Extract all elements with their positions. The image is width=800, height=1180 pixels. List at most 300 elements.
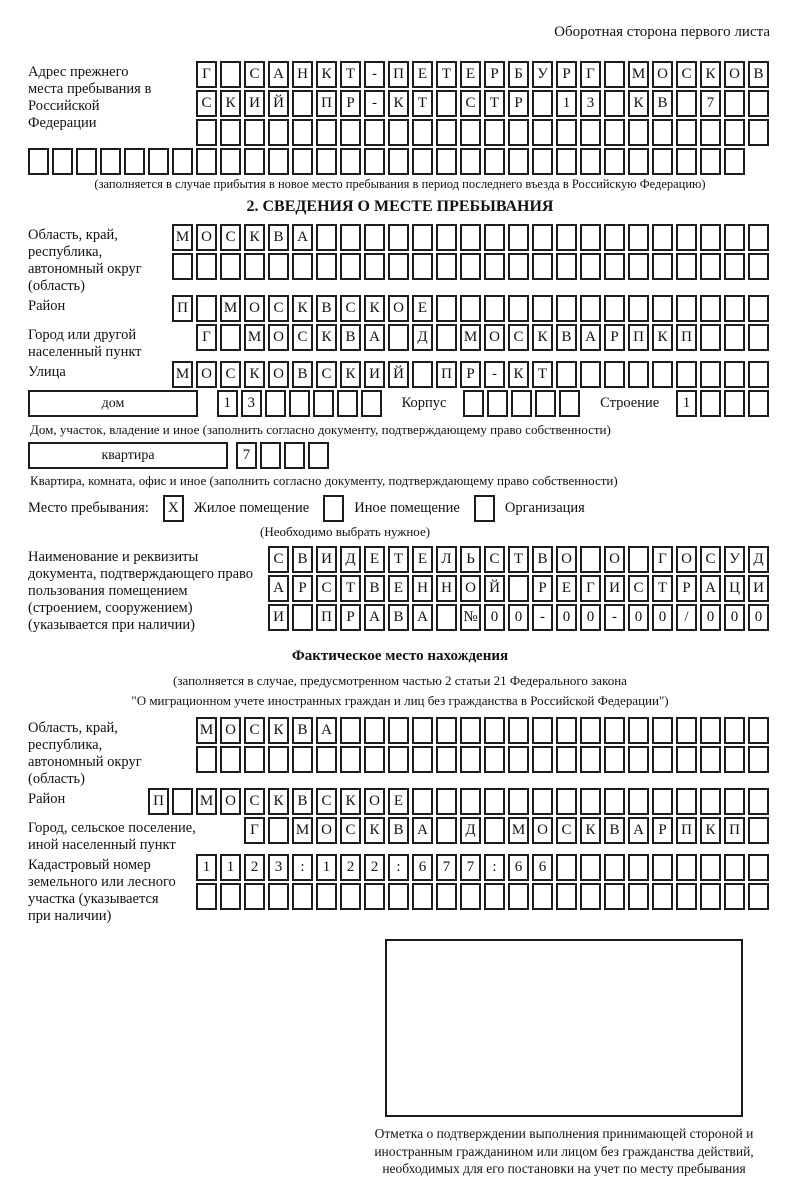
char-box[interactable]: 3	[241, 390, 262, 417]
char-box[interactable]: К	[388, 90, 409, 117]
char-box[interactable]: О	[268, 361, 289, 388]
char-box[interactable]	[340, 883, 361, 910]
s2-oblast-row-2[interactable]	[172, 253, 772, 280]
char-box[interactable]: Н	[292, 61, 313, 88]
char-box[interactable]: -	[484, 361, 505, 388]
char-box[interactable]: 0	[556, 604, 577, 631]
char-box[interactable]: 3	[580, 90, 601, 117]
char-box[interactable]	[316, 253, 337, 280]
char-box[interactable]: 3	[268, 854, 289, 881]
char-box[interactable]: Т	[484, 90, 505, 117]
char-box[interactable]: Е	[412, 546, 433, 573]
char-box[interactable]	[700, 119, 721, 146]
char-box[interactable]	[292, 746, 313, 773]
char-box[interactable]	[337, 390, 358, 417]
char-box[interactable]	[724, 295, 745, 322]
char-box[interactable]	[412, 224, 433, 251]
char-box[interactable]: :	[388, 854, 409, 881]
char-box[interactable]: С	[628, 575, 649, 602]
char-box[interactable]	[265, 390, 286, 417]
char-box[interactable]: О	[196, 361, 217, 388]
char-box[interactable]: В	[292, 546, 313, 573]
char-box[interactable]	[556, 788, 577, 815]
char-box[interactable]: С	[556, 817, 577, 844]
char-box[interactable]: С	[196, 90, 217, 117]
char-box[interactable]	[652, 253, 673, 280]
char-box[interactable]	[676, 883, 697, 910]
char-box[interactable]	[556, 854, 577, 881]
char-box[interactable]: -	[604, 604, 625, 631]
char-box[interactable]	[628, 717, 649, 744]
char-box[interactable]	[364, 253, 385, 280]
s2-oblast-row-1[interactable]	[172, 224, 772, 251]
char-box[interactable]: С	[508, 324, 529, 351]
char-box[interactable]	[748, 361, 769, 388]
char-box[interactable]	[580, 148, 601, 175]
char-box[interactable]	[244, 119, 265, 146]
char-box[interactable]	[220, 253, 241, 280]
char-box[interactable]	[700, 390, 721, 417]
char-box[interactable]: Й	[484, 575, 505, 602]
char-box[interactable]	[196, 883, 217, 910]
char-box[interactable]: Г	[652, 546, 673, 573]
char-box[interactable]	[220, 148, 241, 175]
char-box[interactable]	[532, 788, 553, 815]
char-box[interactable]	[628, 788, 649, 815]
char-box[interactable]	[676, 746, 697, 773]
char-box[interactable]	[604, 361, 625, 388]
char-box[interactable]: О	[196, 224, 217, 251]
char-box[interactable]: С	[292, 324, 313, 351]
char-box[interactable]	[508, 746, 529, 773]
char-box[interactable]	[556, 148, 577, 175]
char-box[interactable]: 0	[628, 604, 649, 631]
char-box[interactable]: А	[316, 717, 337, 744]
char-box[interactable]: Г	[580, 61, 601, 88]
char-box[interactable]: П	[388, 61, 409, 88]
char-box[interactable]	[196, 295, 217, 322]
char-box[interactable]	[412, 883, 433, 910]
char-box[interactable]	[652, 148, 673, 175]
char-box[interactable]: В	[292, 717, 313, 744]
char-box[interactable]: К	[340, 361, 361, 388]
char-box[interactable]: Т	[412, 90, 433, 117]
prev-address-row-2[interactable]	[196, 90, 772, 117]
char-box[interactable]: М	[508, 817, 529, 844]
char-box[interactable]: Н	[436, 575, 457, 602]
char-box[interactable]	[652, 119, 673, 146]
char-box[interactable]	[700, 361, 721, 388]
char-box[interactable]: П	[628, 324, 649, 351]
char-box[interactable]	[340, 224, 361, 251]
char-box[interactable]	[316, 746, 337, 773]
char-box[interactable]	[748, 224, 769, 251]
char-box[interactable]	[460, 119, 481, 146]
char-box[interactable]	[484, 817, 505, 844]
char-box[interactable]	[148, 148, 169, 175]
char-box[interactable]: С	[220, 361, 241, 388]
char-box[interactable]: В	[316, 295, 337, 322]
char-box[interactable]	[604, 119, 625, 146]
char-box[interactable]	[412, 253, 433, 280]
char-box[interactable]: В	[388, 817, 409, 844]
char-box[interactable]: М	[244, 324, 265, 351]
char-box[interactable]	[508, 717, 529, 744]
char-box[interactable]	[436, 324, 457, 351]
char-box[interactable]: К	[628, 90, 649, 117]
char-box[interactable]	[436, 604, 457, 631]
char-box[interactable]: Е	[460, 61, 481, 88]
char-box[interactable]	[628, 148, 649, 175]
char-box[interactable]	[388, 883, 409, 910]
char-box[interactable]: Б	[508, 61, 529, 88]
char-box[interactable]: Т	[652, 575, 673, 602]
char-box[interactable]: Т	[508, 546, 529, 573]
char-box[interactable]	[436, 788, 457, 815]
char-box[interactable]	[364, 224, 385, 251]
char-box[interactable]: К	[364, 817, 385, 844]
char-box[interactable]: П	[316, 90, 337, 117]
char-box[interactable]: К	[340, 788, 361, 815]
char-box[interactable]: Р	[556, 61, 577, 88]
char-box[interactable]	[316, 883, 337, 910]
char-box[interactable]: Р	[340, 604, 361, 631]
char-box[interactable]	[244, 746, 265, 773]
char-box[interactable]	[580, 224, 601, 251]
char-box[interactable]	[700, 224, 721, 251]
char-box[interactable]	[460, 717, 481, 744]
char-box[interactable]: В	[268, 224, 289, 251]
char-box[interactable]	[724, 90, 745, 117]
char-box[interactable]: К	[652, 324, 673, 351]
char-box[interactable]: А	[628, 817, 649, 844]
char-box[interactable]	[508, 119, 529, 146]
char-box[interactable]	[196, 253, 217, 280]
char-box[interactable]	[244, 253, 265, 280]
dom-value-boxes[interactable]	[217, 390, 385, 417]
fact-oblast-row-1[interactable]	[196, 717, 772, 744]
char-box[interactable]: П	[676, 324, 697, 351]
char-box[interactable]: Р	[604, 324, 625, 351]
char-box[interactable]	[532, 119, 553, 146]
char-box[interactable]: С	[268, 295, 289, 322]
char-box[interactable]	[364, 883, 385, 910]
char-box[interactable]	[412, 119, 433, 146]
char-box[interactable]: В	[292, 361, 313, 388]
char-box[interactable]	[580, 253, 601, 280]
char-box[interactable]	[460, 746, 481, 773]
char-box[interactable]: К	[700, 817, 721, 844]
char-box[interactable]: 0	[580, 604, 601, 631]
char-box[interactable]	[532, 883, 553, 910]
char-box[interactable]	[532, 90, 553, 117]
char-box[interactable]: С	[340, 817, 361, 844]
char-box[interactable]	[268, 148, 289, 175]
char-box[interactable]: У	[724, 546, 745, 573]
char-box[interactable]	[676, 361, 697, 388]
char-box[interactable]	[323, 495, 344, 522]
char-box[interactable]	[100, 148, 121, 175]
char-box[interactable]: В	[388, 604, 409, 631]
char-box[interactable]	[628, 295, 649, 322]
char-box[interactable]	[604, 90, 625, 117]
char-box[interactable]: О	[604, 546, 625, 573]
char-box[interactable]	[316, 224, 337, 251]
char-box[interactable]	[196, 119, 217, 146]
char-box[interactable]	[724, 361, 745, 388]
char-box[interactable]	[388, 324, 409, 351]
char-box[interactable]: Д	[748, 546, 769, 573]
char-box[interactable]: Е	[388, 575, 409, 602]
char-box[interactable]	[724, 788, 745, 815]
char-box[interactable]: Т	[388, 546, 409, 573]
char-box[interactable]	[700, 883, 721, 910]
char-box[interactable]	[604, 854, 625, 881]
char-box[interactable]: О	[532, 817, 553, 844]
char-box[interactable]: С	[316, 788, 337, 815]
char-box[interactable]: С	[484, 546, 505, 573]
char-box[interactable]	[436, 253, 457, 280]
korpus-value-boxes[interactable]	[463, 390, 583, 417]
char-box[interactable]	[268, 119, 289, 146]
checkbox-zhiloe[interactable]	[149, 495, 194, 522]
char-box[interactable]: А	[268, 61, 289, 88]
char-box[interactable]: А	[700, 575, 721, 602]
char-box[interactable]: С	[340, 295, 361, 322]
char-box[interactable]: О	[388, 295, 409, 322]
char-box[interactable]	[652, 883, 673, 910]
checkbox-inoe[interactable]	[309, 495, 354, 522]
char-box[interactable]	[700, 295, 721, 322]
char-box[interactable]: 2	[340, 854, 361, 881]
char-box[interactable]	[535, 390, 556, 417]
char-box[interactable]: А	[580, 324, 601, 351]
char-box[interactable]: К	[268, 717, 289, 744]
char-box[interactable]	[676, 295, 697, 322]
char-box[interactable]: 1	[676, 390, 697, 417]
char-box[interactable]	[676, 148, 697, 175]
doc-row-1[interactable]	[268, 546, 772, 573]
char-box[interactable]: Ц	[724, 575, 745, 602]
char-box[interactable]	[220, 119, 241, 146]
char-box[interactable]: М	[196, 788, 217, 815]
char-box[interactable]	[628, 253, 649, 280]
char-box[interactable]	[508, 224, 529, 251]
char-box[interactable]	[436, 90, 457, 117]
char-box[interactable]: М	[196, 717, 217, 744]
char-box[interactable]	[556, 361, 577, 388]
char-box[interactable]	[172, 253, 193, 280]
char-box[interactable]	[292, 119, 313, 146]
char-box[interactable]: Р	[532, 575, 553, 602]
char-box[interactable]	[532, 717, 553, 744]
char-box[interactable]: А	[268, 575, 289, 602]
char-box[interactable]: Л	[436, 546, 457, 573]
char-box[interactable]	[556, 746, 577, 773]
char-box[interactable]	[388, 746, 409, 773]
char-box[interactable]	[484, 717, 505, 744]
char-box[interactable]	[652, 295, 673, 322]
char-box[interactable]	[268, 746, 289, 773]
char-box[interactable]: 1	[556, 90, 577, 117]
char-box[interactable]: 0	[700, 604, 721, 631]
char-box[interactable]	[508, 575, 529, 602]
char-box[interactable]	[748, 295, 769, 322]
char-box[interactable]	[700, 854, 721, 881]
char-box[interactable]	[628, 854, 649, 881]
char-box[interactable]: В	[532, 546, 553, 573]
char-box[interactable]	[700, 324, 721, 351]
char-box[interactable]	[292, 883, 313, 910]
char-box[interactable]	[580, 746, 601, 773]
char-box[interactable]	[724, 224, 745, 251]
char-box[interactable]	[700, 788, 721, 815]
char-box[interactable]	[652, 224, 673, 251]
char-box[interactable]	[340, 717, 361, 744]
char-box[interactable]	[652, 854, 673, 881]
char-box[interactable]	[340, 148, 361, 175]
char-box[interactable]	[676, 717, 697, 744]
doc-row-2[interactable]	[268, 575, 772, 602]
char-box[interactable]: 7	[700, 90, 721, 117]
char-box[interactable]	[748, 883, 769, 910]
char-box[interactable]	[748, 788, 769, 815]
char-box[interactable]	[436, 817, 457, 844]
char-box[interactable]	[220, 746, 241, 773]
char-box[interactable]	[748, 390, 769, 417]
char-box[interactable]: Д	[460, 817, 481, 844]
char-box[interactable]	[388, 119, 409, 146]
char-box[interactable]: 0	[748, 604, 769, 631]
char-box[interactable]	[604, 61, 625, 88]
char-box[interactable]: Д	[340, 546, 361, 573]
char-box[interactable]: 6	[532, 854, 553, 881]
char-box[interactable]: В	[556, 324, 577, 351]
char-box[interactable]: М	[220, 295, 241, 322]
char-box[interactable]	[313, 390, 334, 417]
char-box[interactable]: Р	[652, 817, 673, 844]
char-box[interactable]	[556, 253, 577, 280]
char-box[interactable]	[532, 148, 553, 175]
char-box[interactable]	[724, 119, 745, 146]
char-box[interactable]	[484, 883, 505, 910]
char-box[interactable]: О	[244, 295, 265, 322]
char-box[interactable]	[388, 253, 409, 280]
char-box[interactable]: -	[364, 61, 385, 88]
char-box[interactable]: :	[484, 854, 505, 881]
char-box[interactable]	[556, 883, 577, 910]
char-box[interactable]	[172, 148, 193, 175]
char-box[interactable]: И	[316, 546, 337, 573]
char-box[interactable]: /	[676, 604, 697, 631]
char-box[interactable]	[700, 717, 721, 744]
char-box[interactable]: И	[604, 575, 625, 602]
char-box[interactable]	[628, 361, 649, 388]
char-box[interactable]	[340, 746, 361, 773]
char-box[interactable]	[308, 442, 329, 469]
char-box[interactable]	[196, 746, 217, 773]
char-box[interactable]: 6	[412, 854, 433, 881]
char-box[interactable]: Т	[532, 361, 553, 388]
char-box[interactable]	[364, 148, 385, 175]
char-box[interactable]	[748, 717, 769, 744]
char-box[interactable]	[460, 148, 481, 175]
char-box[interactable]: С	[244, 717, 265, 744]
char-box[interactable]	[556, 119, 577, 146]
char-box[interactable]	[316, 119, 337, 146]
char-box[interactable]	[436, 119, 457, 146]
char-box[interactable]	[268, 253, 289, 280]
char-box[interactable]: №	[460, 604, 481, 631]
char-box[interactable]	[508, 253, 529, 280]
s2-raion-row[interactable]	[172, 295, 772, 322]
char-box[interactable]	[676, 253, 697, 280]
char-box[interactable]	[292, 253, 313, 280]
char-box[interactable]: О	[316, 817, 337, 844]
char-box[interactable]: 0	[508, 604, 529, 631]
char-box[interactable]: Т	[340, 575, 361, 602]
char-box[interactable]	[580, 361, 601, 388]
char-box[interactable]	[628, 224, 649, 251]
char-box[interactable]	[76, 148, 97, 175]
char-box[interactable]	[436, 746, 457, 773]
char-box[interactable]: В	[748, 61, 769, 88]
char-box[interactable]: О	[220, 717, 241, 744]
char-box[interactable]	[748, 90, 769, 117]
s2-ulitsa-row[interactable]	[172, 361, 772, 388]
char-box[interactable]	[700, 253, 721, 280]
char-box[interactable]	[724, 324, 745, 351]
char-box[interactable]	[748, 854, 769, 881]
char-box[interactable]	[412, 361, 433, 388]
char-box[interactable]	[748, 817, 769, 844]
char-box[interactable]: 1	[316, 854, 337, 881]
checkbox-organizatsiya[interactable]	[460, 495, 505, 522]
char-box[interactable]: А	[412, 817, 433, 844]
char-box[interactable]: П	[436, 361, 457, 388]
char-box[interactable]: 1	[196, 854, 217, 881]
char-box[interactable]: П	[316, 604, 337, 631]
char-box[interactable]	[724, 390, 745, 417]
char-box[interactable]: 7	[436, 854, 457, 881]
char-box[interactable]: Г	[196, 61, 217, 88]
char-box[interactable]	[700, 148, 721, 175]
char-box[interactable]	[556, 224, 577, 251]
char-box[interactable]	[484, 746, 505, 773]
fact-gorod-row[interactable]	[244, 817, 772, 844]
char-box[interactable]: Г	[244, 817, 265, 844]
char-box[interactable]: 7	[460, 854, 481, 881]
prev-address-row-4[interactable]	[28, 148, 772, 175]
char-box[interactable]	[460, 224, 481, 251]
char-box[interactable]	[652, 361, 673, 388]
char-box[interactable]	[436, 224, 457, 251]
char-box[interactable]: X	[163, 495, 184, 522]
char-box[interactable]	[364, 746, 385, 773]
char-box[interactable]	[628, 883, 649, 910]
char-box[interactable]	[556, 295, 577, 322]
char-box[interactable]	[604, 788, 625, 815]
char-box[interactable]	[484, 788, 505, 815]
char-box[interactable]: К	[316, 324, 337, 351]
char-box[interactable]	[388, 148, 409, 175]
char-box[interactable]	[460, 295, 481, 322]
char-box[interactable]	[220, 883, 241, 910]
char-box[interactable]: Е	[364, 546, 385, 573]
char-box[interactable]	[268, 883, 289, 910]
char-box[interactable]	[652, 788, 673, 815]
char-box[interactable]: В	[340, 324, 361, 351]
